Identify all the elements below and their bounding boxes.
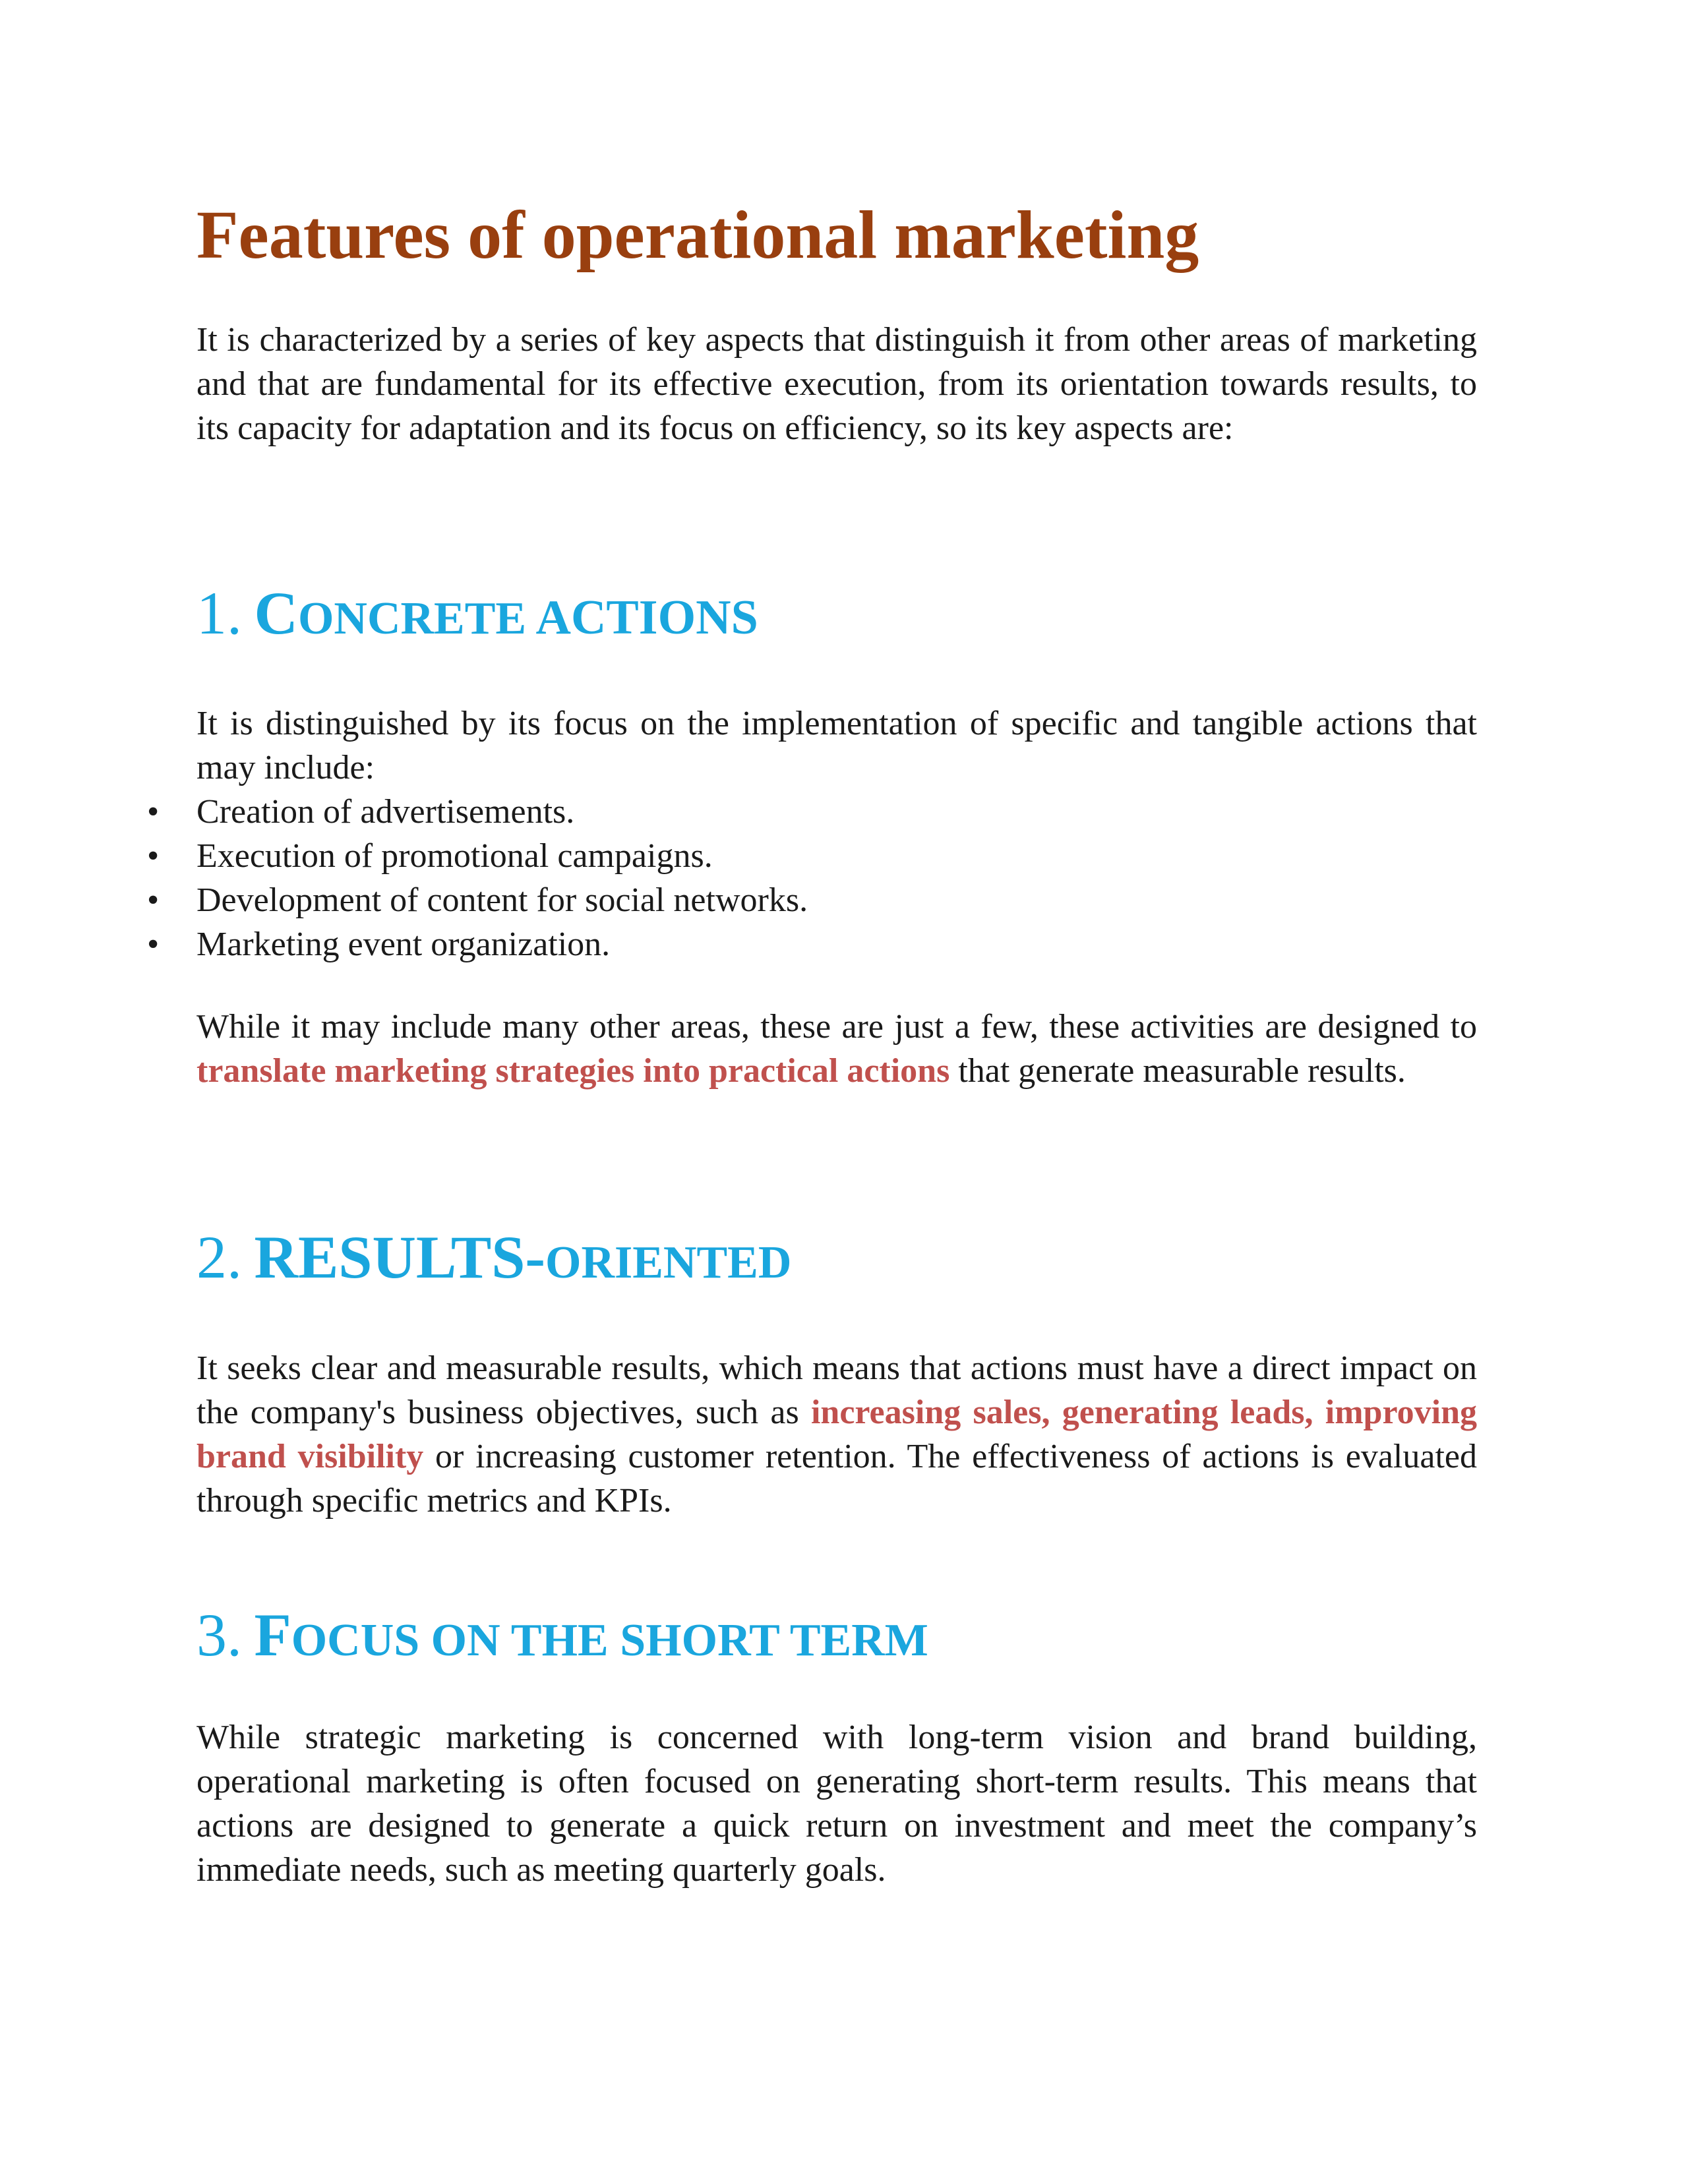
page-title: Features of operational marketing: [196, 197, 1199, 273]
intro-paragraph: It is characterized by a series of key aspects that distinguish it from other areas of marketing and that are fundamental for its effective execution, from its orientation towards results, to its capacity for adaptation and its focus on efficiency, so its key aspects are:: [196, 321, 1477, 447]
highlight-text: increasing sales, generating leads, improving brand visibility: [196, 1394, 1477, 1475]
heading-initial: F: [254, 1601, 291, 1668]
section-heading-concrete-actions: [196, 580, 758, 647]
heading-smallcaps: ORIENTED: [545, 1237, 792, 1288]
heading-smallcaps: OCUS ON THE SHORT TERM: [291, 1615, 928, 1666]
bullet-icon: •: [147, 881, 160, 919]
bullet-icon: •: [147, 793, 160, 831]
list-item: • Marketing event organization.: [196, 922, 1477, 966]
section-3-paragraph: While strategic marketing is concerned with long-term vision and brand building, operational marketing is often focused on generating short-term results. This means that actions are designed to generate a quick return on investment and meet the company’s immediate needs, such as meeting quarterly goals.: [196, 1719, 1477, 1889]
actions-list: [147, 790, 1477, 966]
heading-initial: RESULTS-: [254, 1224, 545, 1291]
list-item: • Creation of advertisements.: [196, 790, 1477, 834]
section-number: 2.: [196, 1224, 242, 1291]
list-item: • Development of content for social networks.: [196, 878, 1477, 922]
bullet-icon: •: [147, 837, 160, 875]
list-item: • Execution of promotional campaigns.: [196, 834, 1477, 878]
heading-smallcaps: ONCRETE: [297, 593, 527, 644]
section-heading-short-term: [196, 1602, 928, 1668]
section-1-paragraph: It is distinguished by its focus on the implementation of specific and tangible actions that may include:: [196, 705, 1477, 786]
heading-initial: C: [254, 579, 298, 647]
section-number: 3.: [196, 1601, 242, 1668]
highlight-text: translate marketing strategies into practical actions: [196, 1052, 950, 1090]
section-2-paragraph: It seeks clear and measurable results, which means that actions must have a direct impact on the company's business objectives, such as increasing sales, generating leads, improving brand visibility or increasing customer retention. The effectiveness of actions is evaluated through specific metrics and KPIs.: [196, 1349, 1477, 1520]
heading-rest: ACTIONS: [535, 591, 758, 645]
section-number: 1.: [196, 579, 242, 647]
bullet-icon: •: [147, 926, 160, 963]
section-1-paragraph-2: While it may include many other areas, these are just a few, these activities are designed to translate marketing strategies into practical actions that generate measurable results.: [196, 1008, 1477, 1090]
section-heading-results-oriented: [196, 1224, 791, 1291]
